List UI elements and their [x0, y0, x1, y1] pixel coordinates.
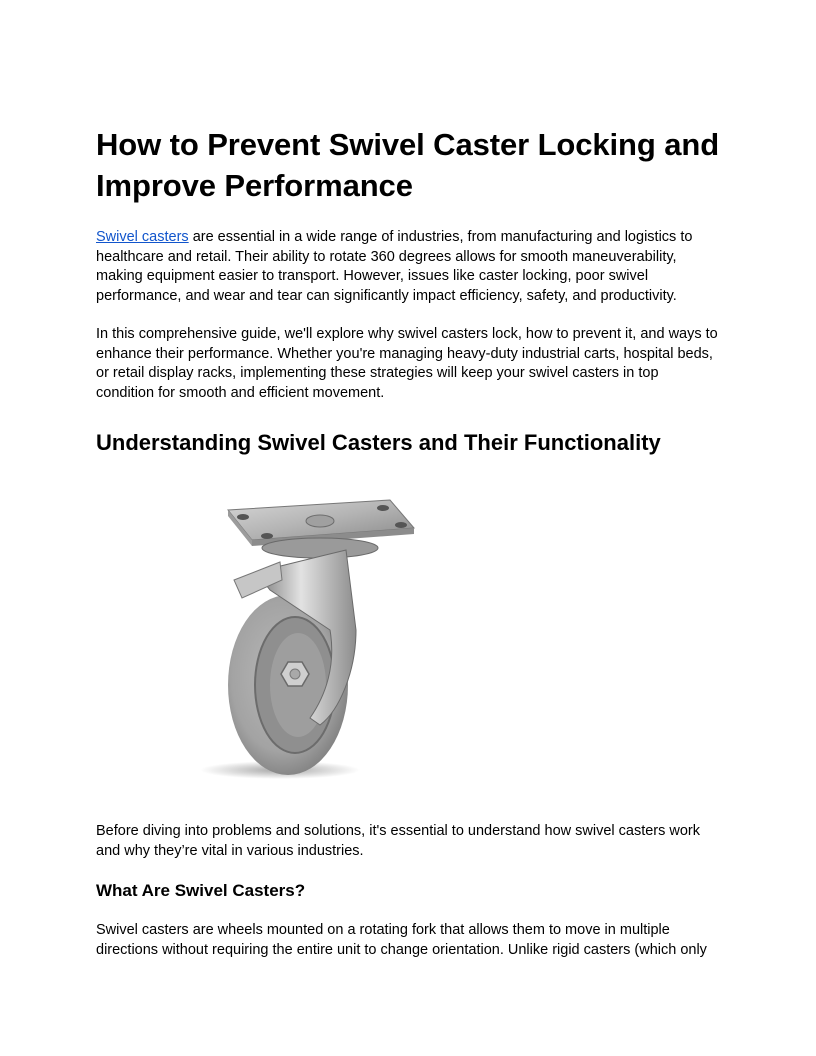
- section-paragraph: Before diving into problems and solutions, it's essential to understand how swivel casters work and why they’re vital in various industries.: [96, 823, 701, 859]
- subsection-paragraph: Swivel casters are wheels mounted on a rotating fork that allows them to move in multiple directions without requiring the entire unit to change orientation. Unlike rigid casters (which only: [96, 922, 707, 958]
- swivel-caster-image: [170, 480, 430, 790]
- swivel-casters-link[interactable]: Swivel casters: [96, 229, 189, 245]
- guide-paragraph: In this comprehensive guide, we'll explore why swivel casters lock, how to prevent it, and ways to enhance their performance. Whether you're managing heavy-duty industrial carts, hospital beds, or retail display racks, implementing these strategies will keep your swivel casters in top condition for smooth and efficient movement.: [96, 326, 718, 401]
- intro-paragraph: [96, 228, 720, 306]
- document-page: [96, 124, 720, 958]
- subsection-heading: What Are Swivel Casters?: [96, 881, 306, 900]
- section-heading: Understanding Swivel Casters and Their Functionality: [96, 430, 661, 455]
- article-title: How to Prevent Swivel Caster Locking and Improve Performance: [96, 127, 720, 203]
- intro-text: are essential in a wide range of industries, from manufacturing and logistics to healthcare and retail. Their ability to rotate 360 degrees allows for smooth maneuverability, making equipment easier to transport. However, issues like caster locking, poor swivel performance, and wear and tear can significantly impact efficiency, safety, and productivity.: [96, 229, 693, 304]
